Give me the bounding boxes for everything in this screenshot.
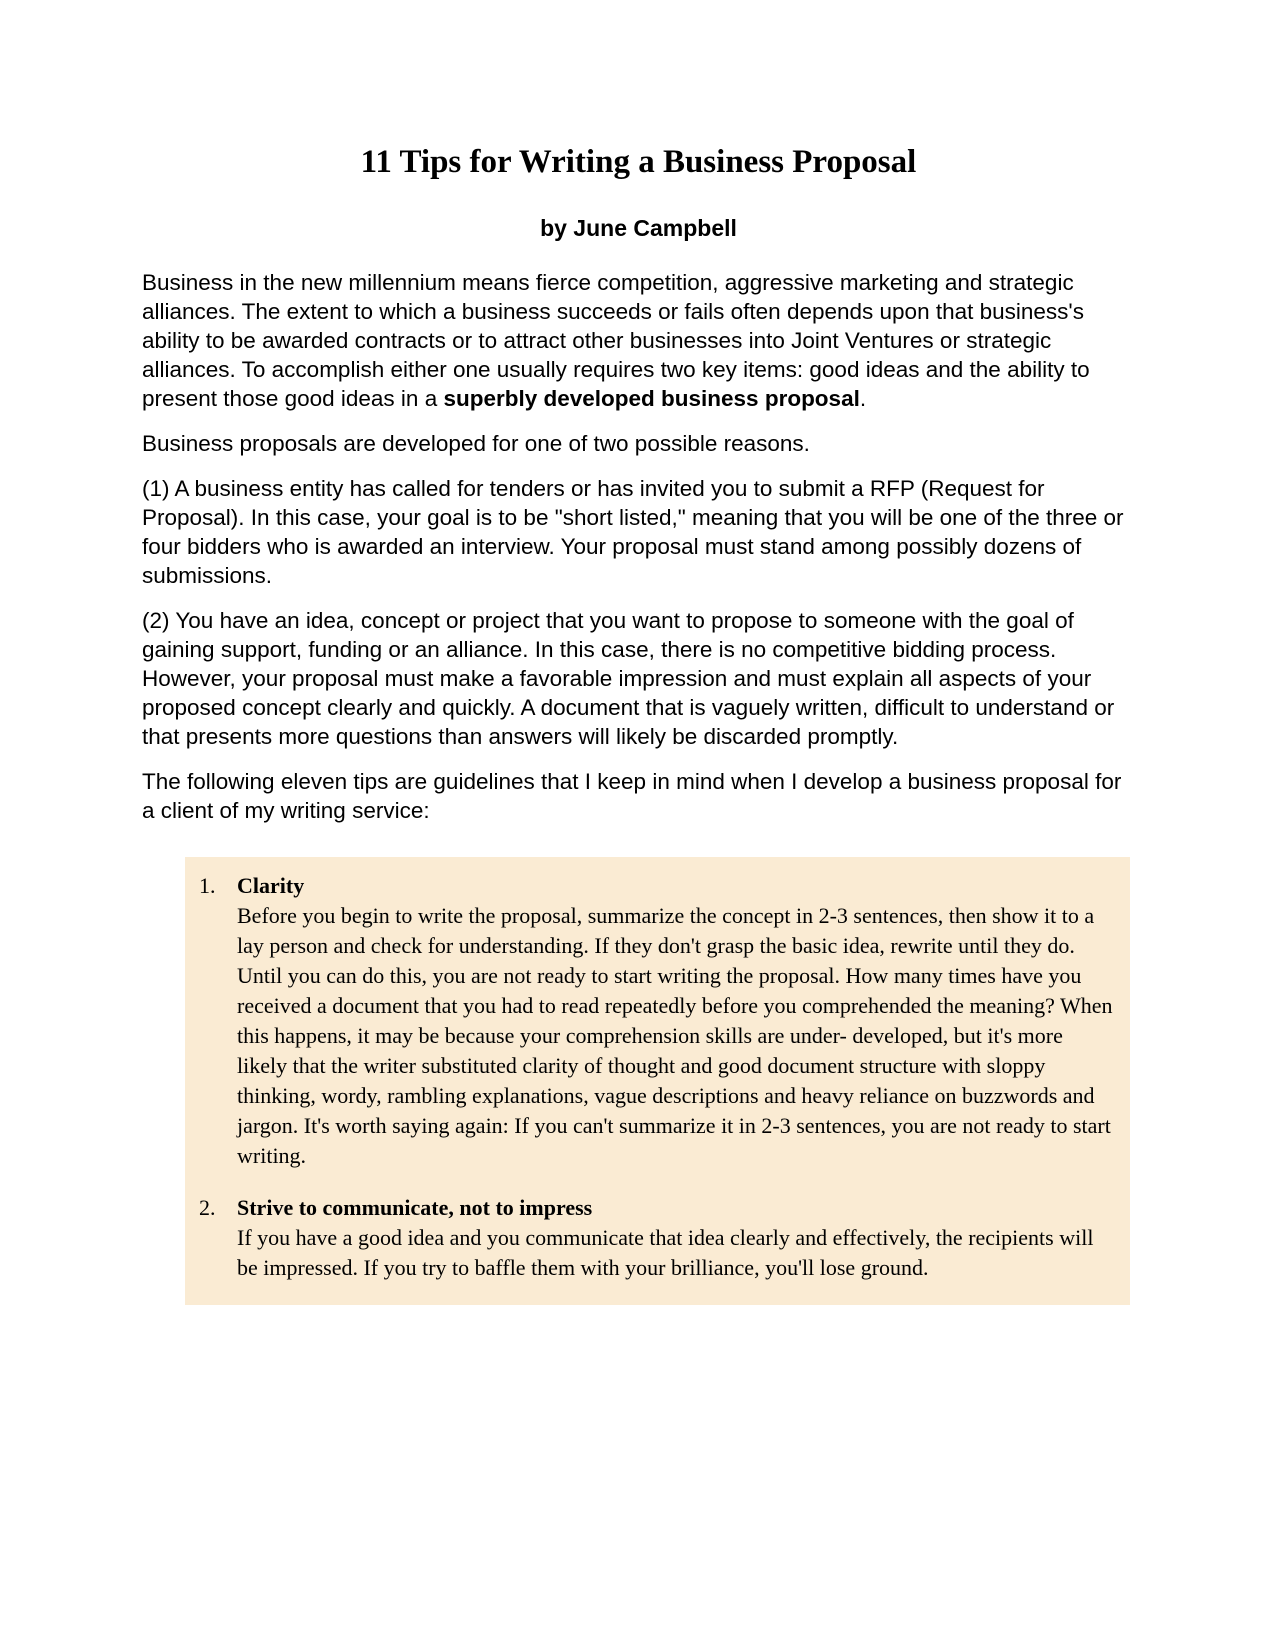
tip-item-1 xyxy=(197,871,1116,1171)
tips-highlight-box xyxy=(185,857,1130,1305)
tip-2-content xyxy=(237,1193,1116,1283)
intro-paragraph-1-text: Business in the new millennium means fierce competition, aggressive marketing and strategic alliances. The extent to which a business succeeds or fails often depends upon that business's ability to be awarded contracts or to attract other businesses into Joint Ventures or strategic alliances. To accomplish either one usually requires two key items: good ideas and the ability to present those good ideas in a xyxy=(142,270,1090,411)
tip-1-heading: Clarity xyxy=(237,873,305,898)
intro-paragraph-1-period: . xyxy=(859,386,867,411)
page-title: 11 Tips for Writing a Business Proposal xyxy=(360,144,917,180)
intro-paragraph-4: (2) You have an idea, concept or project that you want to propose to someone with the goal of gaining support, funding or an alliance. In this case, there is no competitive bidding process. However, your proposal must make a favorable impression and must explain all aspects of your proposed concept clearly and quickly. A document that is vaguely written, difficult to understand or that presents more questions than answers will likely be discarded promptly. xyxy=(142,608,1115,749)
tip-2-number: 2. xyxy=(199,1195,216,1220)
byline: by June Campbell xyxy=(540,215,737,241)
intro-paragraph-1 xyxy=(142,268,1135,413)
tip-1-number: 1. xyxy=(199,873,216,898)
intro-paragraph-1-bold: superbly developed business proposal xyxy=(443,386,860,411)
tip-1-body: Before you begin to write the proposal, summarize the concept in 2-3 sentences, then show it to a lay person and check for understanding. If they don't grasp the basic idea, rewrite until they do. Until you can do this, you are not ready to start writing the proposal. How many times have you received a document that you had to read repeatedly before you comprehended the meaning? When this happens, it may be because your comprehension skills are under- developed, but it's more likely that the writer substituted clarity of thought and good document structure with sloppy thinking, wordy, rambling explanations, vague descriptions and heavy reliance on buzzwords and jargon. It's worth saying again: If you can't summarize it in 2-3 sentences, you are not ready to start writing. xyxy=(237,903,1113,1168)
intro-paragraph-3: (1) A business entity has called for tenders or has invited you to submit a RFP (Request for Proposal). In this case, your goal is to be "short listed," meaning that you will be one of the three or four bidders who is awarded an interview. Your proposal must stand among possibly dozens of submissions. xyxy=(142,476,1124,588)
tip-2-heading: Strive to communicate, not to impress xyxy=(237,1195,593,1220)
tip-item-2 xyxy=(197,1193,1116,1283)
intro-paragraph-2: Business proposals are developed for one of two possible reasons. xyxy=(142,431,810,456)
document-body xyxy=(142,268,1135,1305)
tip-2-body: If you have a good idea and you communicate that idea clearly and effectively, the recipients will be impressed. If you try to baffle them with your brilliance, you'll lose ground. xyxy=(237,1225,1094,1280)
intro-paragraph-5: The following eleven tips are guidelines that I keep in mind when I develop a business proposal for a client of my writing service: xyxy=(142,769,1122,823)
tip-1-content xyxy=(237,871,1116,1171)
